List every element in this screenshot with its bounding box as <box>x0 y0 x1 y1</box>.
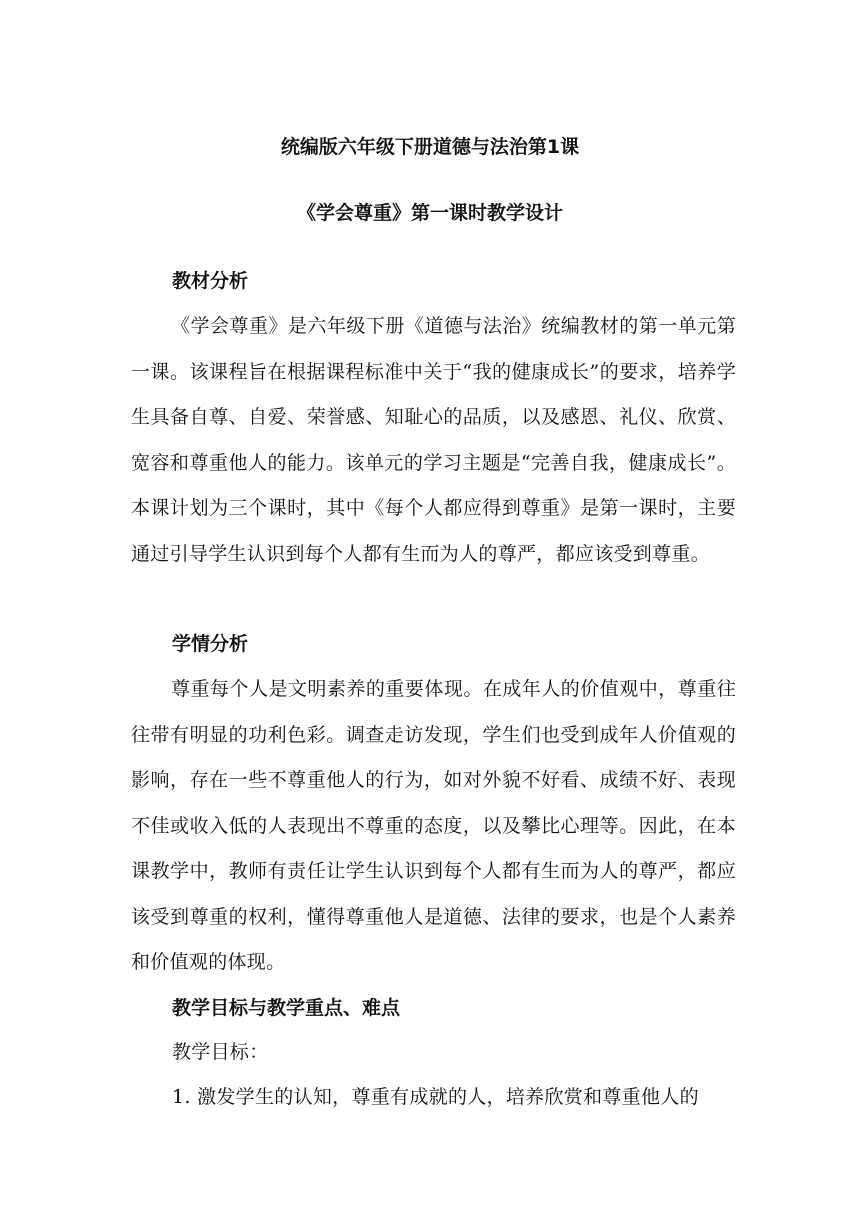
teaching-objectives-label: 教学目标： <box>172 1041 269 1063</box>
objective-list-item-1: 1. 激发学生的认知，尊重有成就的人，培养欣赏和尊重他人的 <box>172 1086 699 1108</box>
document-title-line2: 《学会尊重》第一课时教学设计 <box>296 202 563 224</box>
section-heading-textbook-analysis: 教材分析 <box>172 270 249 292</box>
section-heading-teaching-objectives: 教学目标与教学重点、难点 <box>172 997 401 1019</box>
document-title-line1: 统编版六年级下册道德与法治第1课 <box>280 136 580 158</box>
section-paragraph-textbook-analysis: 《学会尊重》是六年级下册《道德与法治》统编教材的第一单元第一课。该课程旨在根据课程标准中关于“我的健康成长”的要求，培养学生具备自尊、自爱、荣誉感、知耻心的品质，以及感恩、礼仪、欣赏、宽容和尊重他人的能力。该单元的学习主题是“完善自我，健康成长”。本课计划为三个课时，其中《每个人都应得到尊重》是第一课时，主要通过引导学生认识到每个人都有生而为人的尊严，都应该受到尊重。 <box>131 315 736 565</box>
section-heading-student-analysis: 学情分析 <box>172 633 249 655</box>
section-paragraph-student-analysis: 尊重每个人是文明素养的重要体现。在成年人的价值观中，尊重往往带有明显的功利色彩。调查走访发现，学生们也受到成年人价值观的影响，存在一些不尊重他人的行为，如对外貌不好看、成绩不好、表现不佳或收入低的人表现出不尊重的态度，以及攀比心理等。因此，在本课教学中，教师有责任让学生认识到每个人都有生而为人的尊严，都应该受到尊重的权利，懂得尊重他人是道德、法律的要求，也是个人素养和价值观的体现。 <box>131 678 736 973</box>
